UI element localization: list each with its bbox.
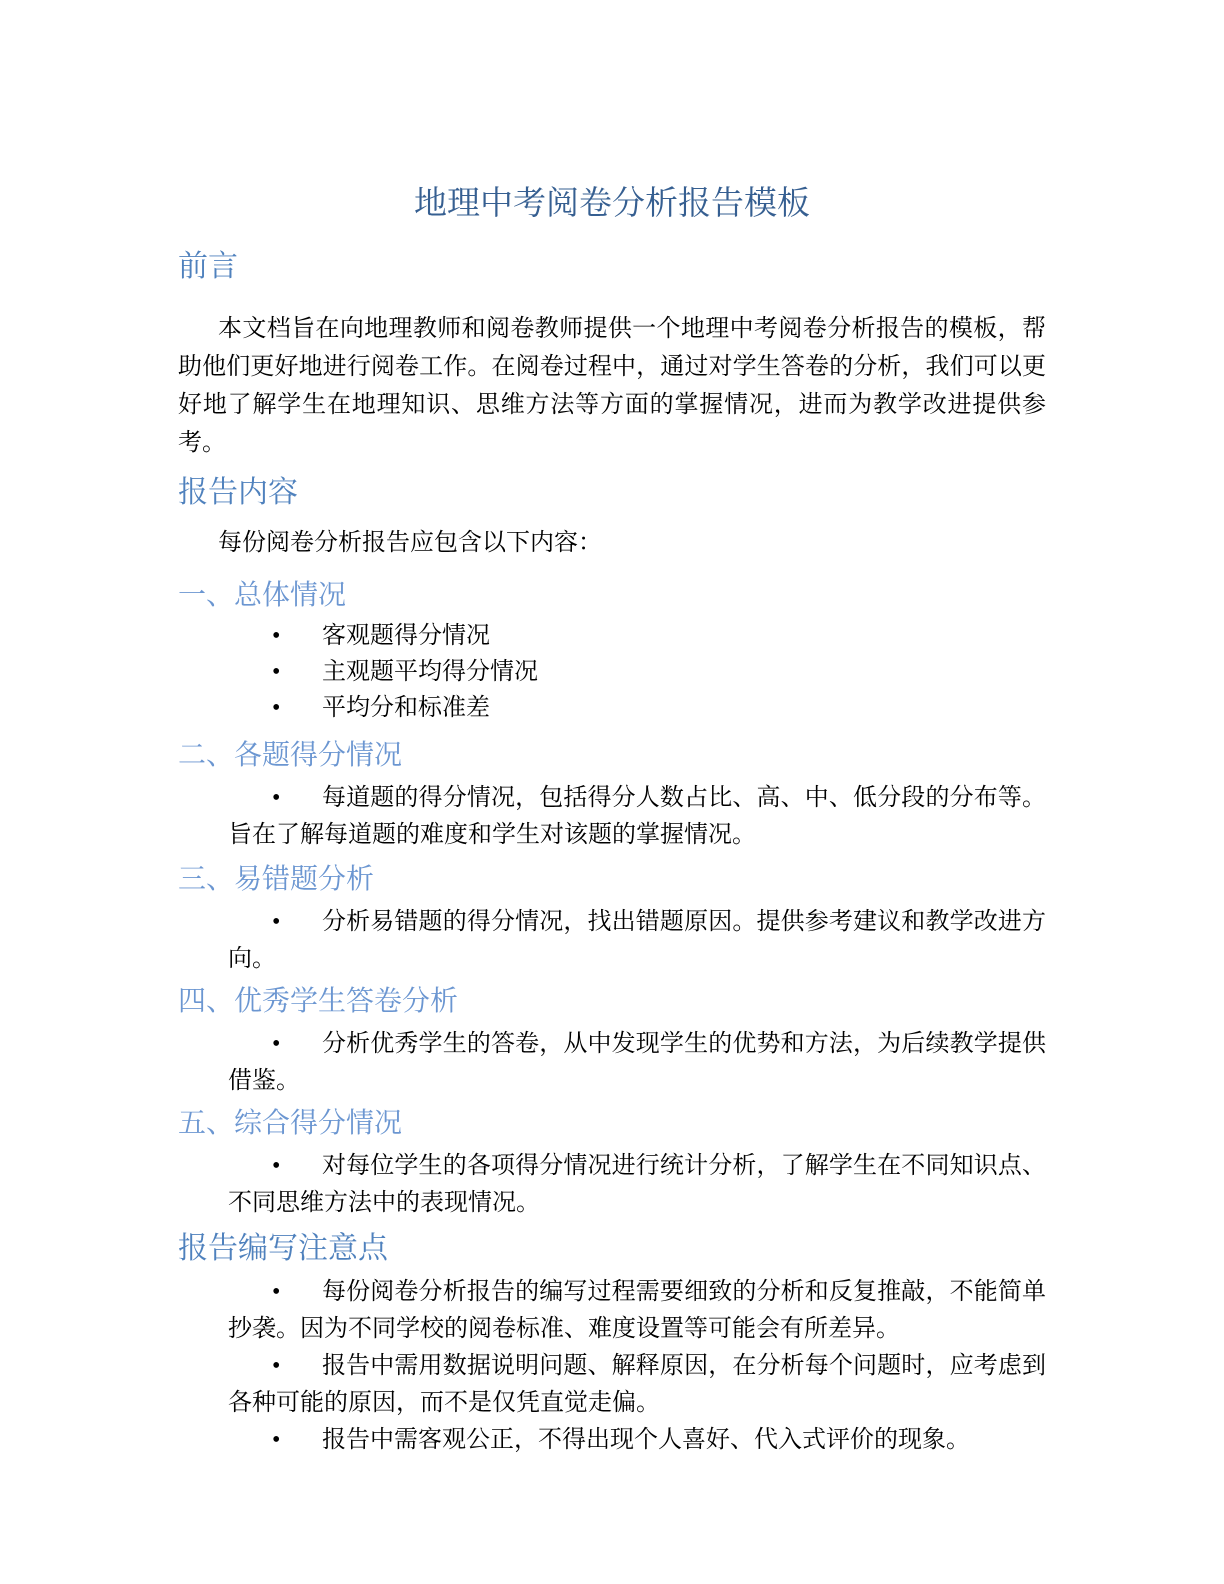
list-item — [178, 780, 1046, 854]
list-item-text: 主观题平均得分情况 — [322, 659, 538, 685]
section-5-list — [178, 1148, 1046, 1222]
list-item-text: 报告中需用数据说明问题、解释原因，在分析每个问题时，应考虑到各种可能的原因，而不是仅凭直觉走偏。 — [228, 1353, 1046, 1416]
heading-section-2: 二、各题得分情况 — [178, 740, 403, 771]
bullet-icon: • — [272, 1279, 281, 1305]
list-item-text: 对每位学生的各项得分情况进行统计分析，了解学生在不同知识点、不同思维方法中的表现情况。 — [228, 1153, 1046, 1216]
list-item-text: 分析优秀学生的答卷，从中发现学生的优势和方法，为后续教学提供借鉴。 — [228, 1031, 1046, 1094]
list-item-text: 每份阅卷分析报告的编写过程需要细致的分析和反复推敲，不能简单抄袭。因为不同学校的阅卷标准、难度设置等可能会有所差异。 — [228, 1279, 1046, 1342]
section-1-list — [178, 618, 1046, 726]
bullet-icon: • — [272, 659, 281, 685]
heading-notes: 报告编写注意点 — [178, 1232, 388, 1265]
bullet-icon: • — [272, 909, 281, 935]
document-title: 地理中考阅卷分析报告模板 — [414, 186, 810, 222]
list-item — [178, 904, 1046, 978]
bullet-icon: • — [272, 1031, 281, 1057]
bullet-icon: • — [272, 623, 281, 649]
section-3-list — [178, 904, 1046, 978]
list-item — [178, 1148, 1046, 1222]
heading-report-content: 报告内容 — [178, 476, 298, 509]
list-item-text: 平均分和标准差 — [322, 695, 490, 721]
heading-preface: 前言 — [178, 250, 238, 283]
section-2-list — [178, 780, 1046, 854]
notes-list — [178, 1274, 1046, 1459]
bullet-icon: • — [272, 695, 281, 721]
bullet-icon: • — [272, 1153, 281, 1179]
list-item — [178, 654, 1046, 690]
report-content-intro: 每份阅卷分析报告应包含以下内容： — [218, 530, 602, 556]
bullet-icon: • — [272, 1427, 281, 1453]
bullet-icon: • — [272, 785, 281, 811]
list-item — [178, 1274, 1046, 1348]
list-item-text: 报告中需客观公正，不得出现个人喜好、代入式评价的现象。 — [322, 1427, 970, 1453]
list-item-text: 分析易错题的得分情况，找出错题原因。提供参考建议和教学改进方向。 — [228, 909, 1046, 972]
heading-section-1: 一、总体情况 — [178, 580, 347, 611]
heading-section-5: 五、综合得分情况 — [178, 1108, 403, 1139]
heading-section-4: 四、优秀学生答卷分析 — [178, 986, 459, 1017]
list-item — [178, 618, 1046, 654]
list-item-text: 客观题得分情况 — [322, 623, 490, 649]
list-item — [178, 1348, 1046, 1422]
list-item — [178, 1422, 1046, 1459]
bullet-icon: • — [272, 1353, 281, 1379]
preface-paragraph: 本文档旨在向地理教师和阅卷教师提供一个地理中考阅卷分析报告的模板，帮助他们更好地进行阅卷工作。在阅卷过程中，通过对学生答卷的分析，我们可以更好地了解学生在地理知识、思维方法等方面的掌握情况，进而为教学改进提供参考。 — [178, 316, 1046, 456]
list-item — [178, 1026, 1046, 1100]
heading-section-3: 三、易错题分析 — [178, 864, 375, 895]
list-item-text: 每道题的得分情况，包括得分人数占比、高、中、低分段的分布等。旨在了解每道题的难度和学生对该题的掌握情况。 — [228, 785, 1046, 848]
list-item — [178, 690, 1046, 726]
section-4-list — [178, 1026, 1046, 1100]
